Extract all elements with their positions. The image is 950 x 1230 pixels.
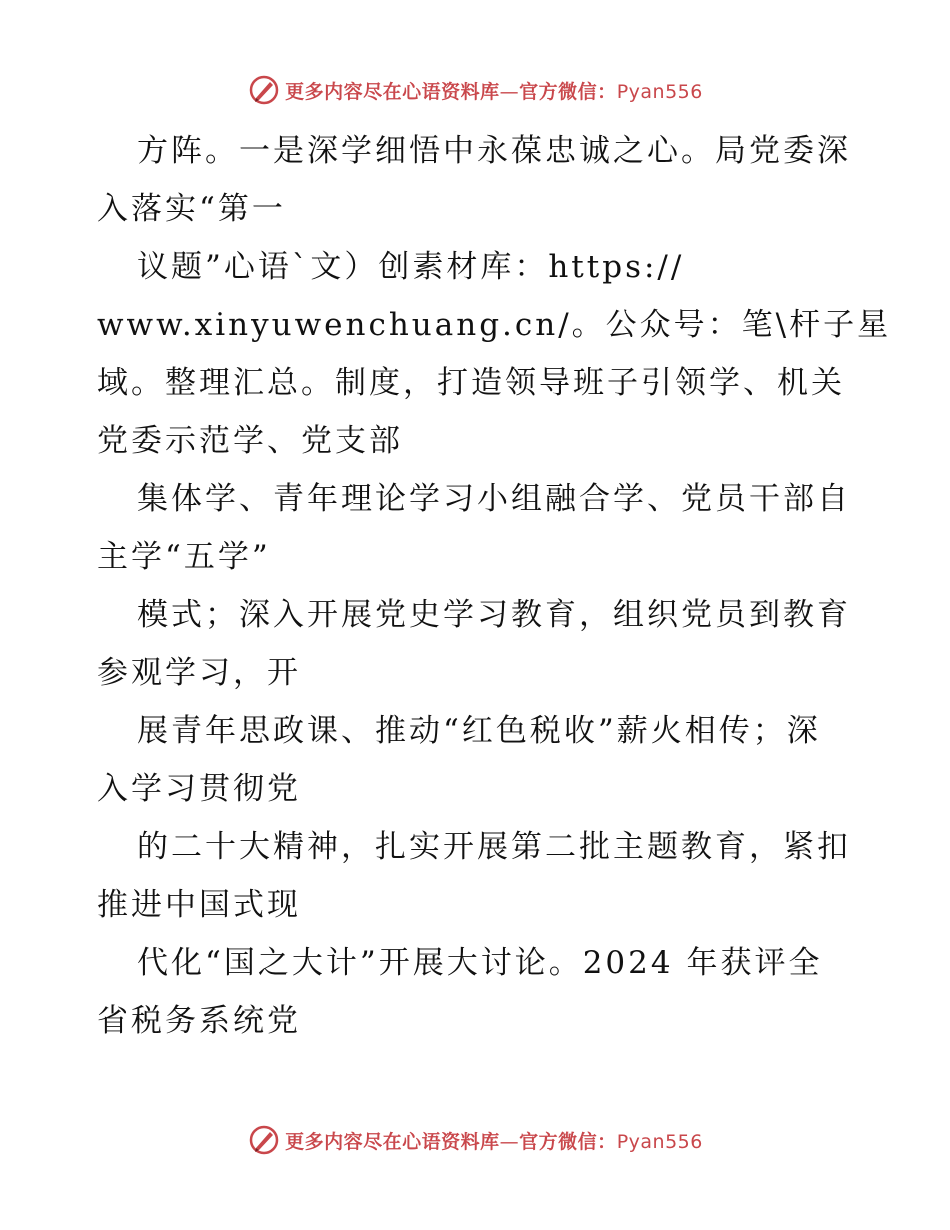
text-line: 省税务系统党 [97, 1003, 301, 1039]
text-line: 议题”心语`文）创素材库：https:// [137, 249, 685, 285]
text-line: 入落实“第一 [97, 191, 286, 227]
banner-wechat-id: Pyan556 [616, 1130, 703, 1153]
text-line: 代化“国之大计”开展大讨论。2024 年获评全 [137, 945, 823, 981]
banner-label: 官方微信： [519, 1130, 617, 1153]
pen-logo-icon [247, 1123, 281, 1157]
text-line: 域。整理汇总。制度，打造领导班子引领学、机关 [97, 365, 845, 401]
text-line: 推进中国式现 [97, 887, 301, 923]
text-line: 方阵。一是深学细悟中永葆忠诚之心。局党委深 [137, 133, 851, 169]
text-line: 的二十大精神，扎实开展第二批主题教育，紧扣 [137, 829, 851, 865]
banner-site: 更多内容尽在心语资料库 [285, 80, 500, 103]
banner-label: 官方微信： [519, 80, 617, 103]
document-body [97, 122, 892, 1050]
banner-site: 更多内容尽在心语资料库 [285, 1130, 500, 1153]
text-line: 主学“五学” [97, 539, 271, 575]
header-watermark [0, 70, 950, 110]
banner-dash: — [499, 80, 520, 103]
banner-text [285, 1127, 703, 1154]
banner-dash: — [499, 1130, 520, 1153]
footer-watermark [0, 1120, 950, 1160]
pen-logo-icon [247, 73, 281, 107]
text-line: 参观学习，开 [97, 655, 301, 691]
text-line: 入学习贯彻党 [97, 771, 301, 807]
text-line: 模式；深入开展党史学习教育，组织党员到教育 [137, 597, 851, 633]
text-line: 党委示范学、党支部 [97, 423, 403, 459]
text-line: www.xinyuwenchuang.cn/。公众号：笔\杆子星 [97, 307, 892, 343]
text-line: 集体学、青年理论学习小组融合学、党员干部自 [137, 481, 851, 517]
banner-text [285, 77, 703, 104]
text-line: 展青年思政课、推动“红色税收”薪火相传；深 [137, 713, 821, 749]
banner-wechat-id: Pyan556 [616, 80, 703, 103]
